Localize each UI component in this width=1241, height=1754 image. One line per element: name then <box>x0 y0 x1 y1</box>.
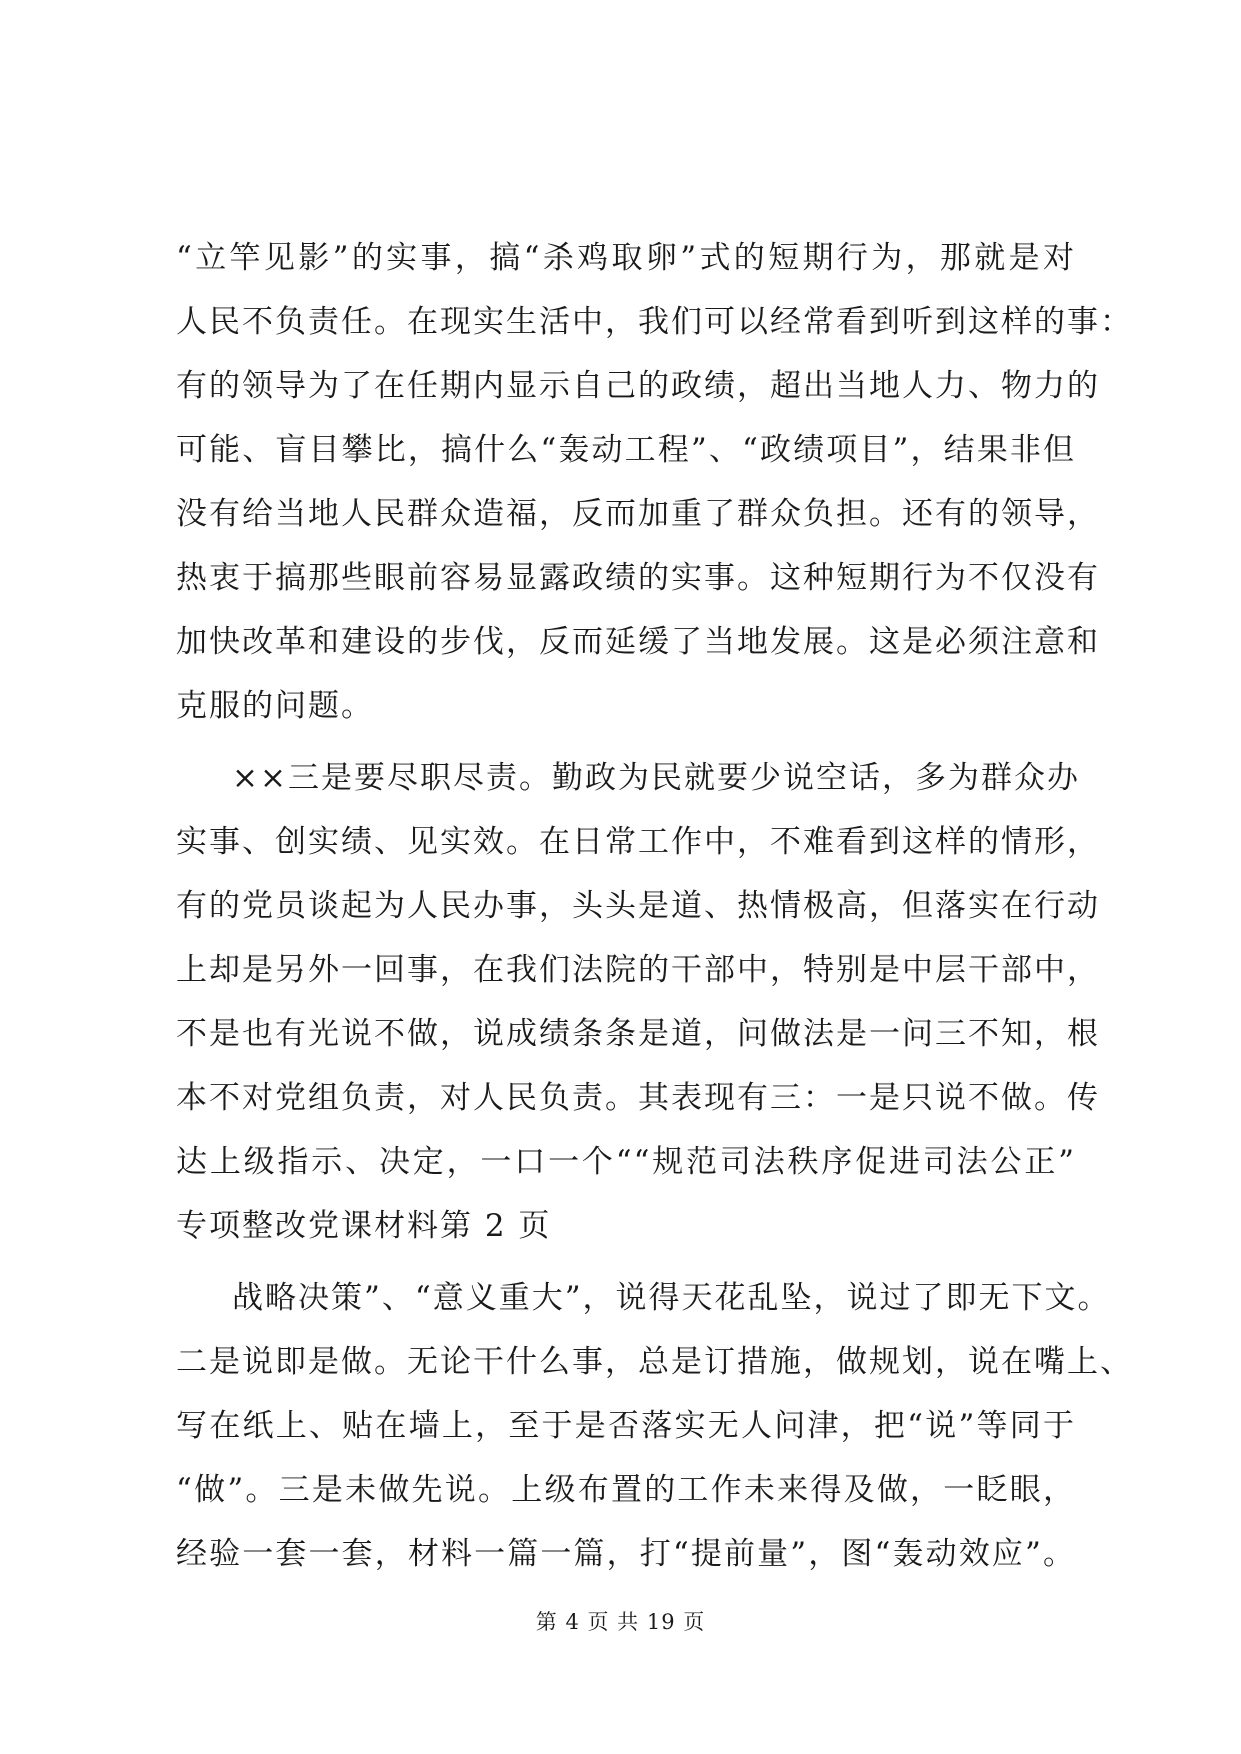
text-line: 有的党员谈起为人民办事，头头是道、热情极高，但落实在行动 <box>176 888 1100 924</box>
text-line: 有的领导为了在任期内显示自己的政绩，超出当地人力、物力的 <box>176 368 1100 404</box>
text-line: 写在纸上、贴在墙上，至于是否落实无人问津，把“说”等同于 <box>176 1408 1076 1444</box>
text-line: 达上级指示、决定，一口一个““规范司法秩序促进司法公正” <box>176 1144 1076 1180</box>
text-line: “立竿见影”的实事，搞“杀鸡取卵”式的短期行为，那就是对 <box>176 240 1076 276</box>
text-line: 克服的问题。 <box>176 688 374 724</box>
text-line: 经验一套一套，材料一篇一篇，打“提前量”，图“轰动效应”。 <box>176 1536 1076 1572</box>
text-line: “做”。三是未做先说。上级布置的工作未来得及做，一眨眼， <box>176 1472 1076 1508</box>
text-line: 加快改革和建设的步伐，反而延缓了当地发展。这是必须注意和 <box>176 624 1100 660</box>
paragraph <box>176 1266 1133 1586</box>
text-line: 热衷于搞那些眼前容易显露政绩的实事。这种短期行为不仅没有 <box>176 560 1100 596</box>
text-line: 实事、创实绩、见实效。在日常工作中，不难看到这样的情形， <box>176 824 1100 860</box>
paragraph <box>176 226 1133 738</box>
text-line: 不是也有光说不做，说成绩条条是道，问做法是一问三不知，根 <box>176 1016 1100 1052</box>
text-line: 可能、盲目攀比，搞什么“轰动工程”、“政绩项目”，结果非但 <box>176 432 1076 468</box>
text-line: 人民不负责任。在现实生活中，我们可以经常看到听到这样的事： <box>176 304 1133 340</box>
text-line: 二是说即是做。无论干什么事，总是订措施，做规划，说在嘴上、 <box>176 1344 1133 1380</box>
text-line: 没有给当地人民群众造福，反而加重了群众负担。还有的领导， <box>176 496 1100 532</box>
text-line: 专项整改党课材料第 2 页 <box>176 1208 552 1244</box>
text-line: 上却是另外一回事，在我们法院的干部中，特别是中层干部中， <box>176 952 1100 988</box>
text-line: 本不对党组负责，对人民负责。其表现有三：一是只说不做。传 <box>176 1080 1100 1116</box>
body-text <box>176 226 1133 1586</box>
paragraph <box>176 746 1100 1258</box>
text-line: ××三是要尽职尽责。勤政为民就要少说空话，多为群众办 <box>232 760 1080 796</box>
page-number-footer: 第 4 页 共 19 页 <box>535 1610 706 1634</box>
text-line: 战略决策”、“意义重大”，说得天花乱坠，说过了即无下文。 <box>232 1280 1111 1316</box>
